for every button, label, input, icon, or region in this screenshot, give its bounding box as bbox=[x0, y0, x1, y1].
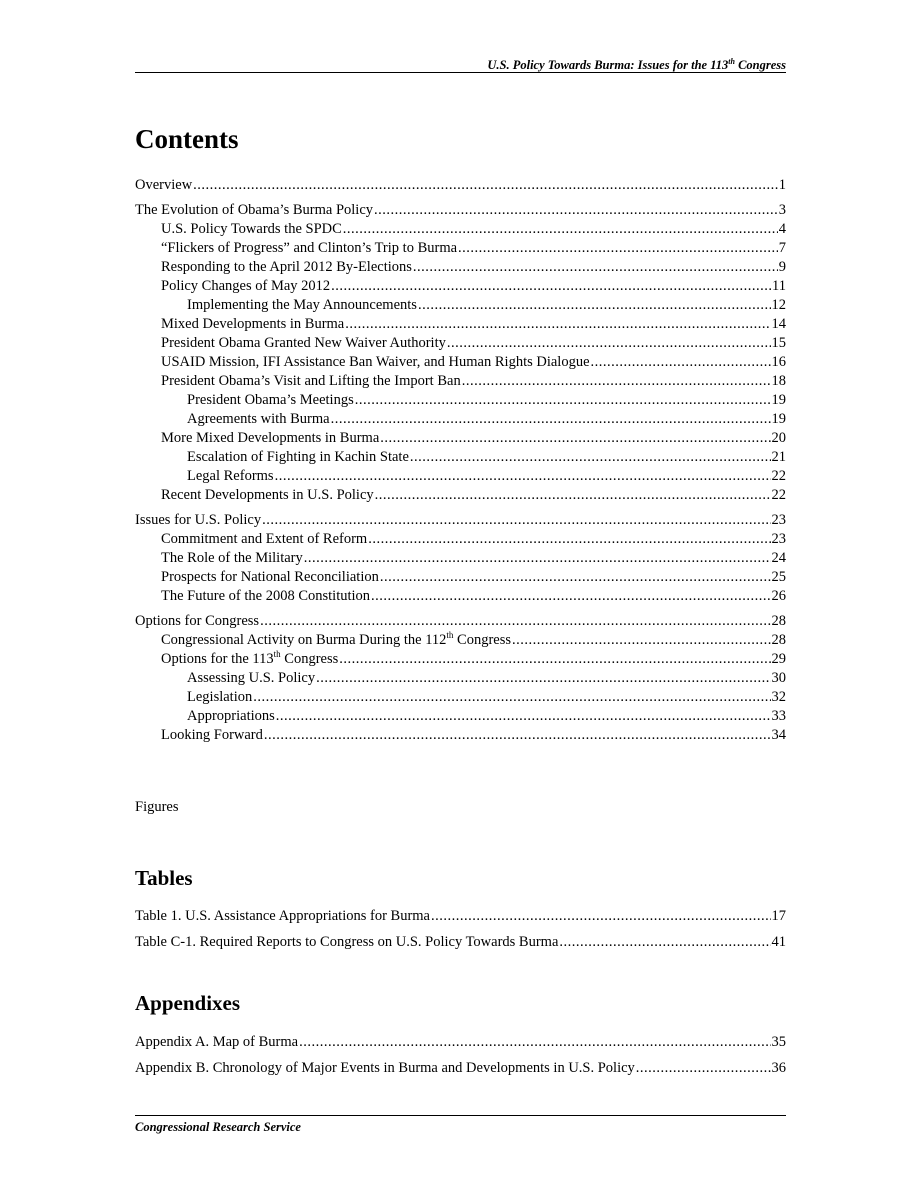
dot-leader bbox=[355, 391, 771, 410]
toc-entry-title: The Role of the Military bbox=[161, 550, 303, 566]
toc-entry-title: The Future of the 2008 Constitution bbox=[161, 588, 371, 604]
dot-leader bbox=[345, 315, 770, 334]
toc-entry[interactable] bbox=[135, 258, 786, 277]
figures-label: Figures bbox=[135, 799, 179, 815]
dot-leader bbox=[316, 669, 770, 688]
toc-entry-page: 23 bbox=[771, 531, 786, 547]
dot-leader bbox=[276, 707, 771, 726]
dot-leader bbox=[253, 688, 770, 707]
toc-entry-title: More Mixed Developments in Burma bbox=[161, 430, 380, 446]
toc-entry[interactable] bbox=[135, 688, 786, 707]
toc-entry-page: 23 bbox=[771, 512, 786, 528]
toc-entry-page: 28 bbox=[771, 613, 786, 629]
dot-leader bbox=[462, 372, 771, 391]
toc-entry-page: 3 bbox=[778, 202, 786, 218]
toc-entry-title: Legislation bbox=[187, 689, 253, 705]
toc-entry-title: U.S. Policy Towards the SPDC bbox=[161, 221, 342, 237]
toc-entry-page: 21 bbox=[771, 449, 786, 465]
toc-entry-page: 22 bbox=[771, 487, 786, 503]
toc-entry[interactable] bbox=[135, 201, 786, 220]
toc-entry-title: Appendix B. Chronology of Major Events in Burma and Developments in U.S. Policy bbox=[135, 1060, 635, 1076]
toc-entry[interactable] bbox=[135, 631, 786, 650]
toc-entry[interactable] bbox=[135, 315, 786, 334]
dot-leader bbox=[264, 726, 771, 745]
header-divider bbox=[135, 72, 786, 73]
dot-leader bbox=[418, 296, 771, 315]
toc-entry-title: USAID Mission, IFI Assistance Ban Waiver, and Human Rights Dialogue bbox=[161, 354, 590, 370]
toc-entry-title: The Evolution of Obama’s Burma Policy bbox=[135, 202, 374, 218]
toc-entry-title: President Obama’s Visit and Lifting the Import Ban bbox=[161, 373, 461, 389]
toc-entry-title: Congressional Activity on Burma During the 112th Congress bbox=[161, 630, 512, 648]
toc-entry[interactable] bbox=[135, 707, 786, 726]
toc-entry-title: Overview bbox=[135, 177, 193, 193]
footer-divider bbox=[135, 1115, 786, 1116]
toc-entry-title: Implementing the May Announcements bbox=[187, 297, 417, 313]
toc-entry[interactable] bbox=[135, 467, 786, 486]
toc-entry[interactable] bbox=[135, 549, 786, 568]
toc-entry-title: Agreements with Burma bbox=[187, 411, 330, 427]
toc-entry-title: Escalation of Fighting in Kachin State bbox=[187, 449, 409, 465]
dot-leader bbox=[591, 353, 771, 372]
toc-entry[interactable] bbox=[135, 1029, 786, 1055]
toc-entry-title: Policy Changes of May 2012 bbox=[161, 278, 331, 294]
toc-entry[interactable] bbox=[135, 650, 786, 669]
dot-leader bbox=[380, 429, 770, 448]
toc-entry-page: 30 bbox=[771, 670, 786, 686]
running-header-main: U.S. Policy Towards Burma: Issues for the 113 bbox=[487, 58, 729, 73]
running-header-end: Congress bbox=[734, 58, 786, 73]
toc-entry-title: Prospects for National Reconciliation bbox=[161, 569, 379, 585]
dot-leader bbox=[260, 612, 770, 631]
appendixes-list bbox=[135, 1029, 786, 1081]
toc-entry-page: 19 bbox=[771, 411, 786, 427]
dot-leader bbox=[559, 929, 770, 955]
toc-entry-page: 17 bbox=[771, 908, 786, 924]
toc-entry-page: 12 bbox=[771, 297, 786, 313]
toc-entry[interactable] bbox=[135, 391, 786, 410]
toc-entry[interactable] bbox=[135, 530, 786, 549]
toc-entry[interactable] bbox=[135, 448, 786, 467]
toc-entry-page: 35 bbox=[771, 1034, 786, 1050]
toc-entry-page: 15 bbox=[771, 335, 786, 351]
toc-entry-title: Issues for U.S. Policy bbox=[135, 512, 262, 528]
running-footer: Congressional Research Service bbox=[135, 1120, 301, 1134]
toc-entry[interactable] bbox=[135, 726, 786, 745]
toc-entry-page: 33 bbox=[771, 708, 786, 724]
toc-entry-title: Mixed Developments in Burma bbox=[161, 316, 345, 332]
toc-entry-page: 7 bbox=[778, 240, 786, 256]
toc-entry-title: Options for the 113th Congress bbox=[161, 649, 339, 667]
toc-entry-title: President Obama’s Meetings bbox=[187, 392, 354, 408]
tables-list bbox=[135, 903, 786, 955]
toc-entry[interactable] bbox=[135, 903, 786, 929]
toc-entry-page: 25 bbox=[771, 569, 786, 585]
toc-entry-page: 41 bbox=[771, 934, 786, 950]
toc-entry-title: Legal Reforms bbox=[187, 468, 274, 484]
dot-leader bbox=[380, 568, 771, 587]
toc-entry-title: Responding to the April 2012 By-Elections bbox=[161, 259, 412, 275]
dot-leader bbox=[339, 650, 770, 669]
toc-entry[interactable] bbox=[135, 277, 786, 296]
toc-entry-page: 24 bbox=[771, 550, 786, 566]
toc-entry[interactable] bbox=[135, 929, 786, 955]
dot-leader bbox=[447, 334, 771, 353]
dot-leader bbox=[331, 277, 771, 296]
toc-entry[interactable] bbox=[135, 353, 786, 372]
toc-entry[interactable] bbox=[135, 176, 786, 195]
toc-entry-page: 29 bbox=[771, 651, 786, 667]
dot-leader bbox=[374, 201, 778, 220]
dot-leader bbox=[368, 530, 770, 549]
toc-entry-page: 22 bbox=[771, 468, 786, 484]
toc-entry-page: 9 bbox=[778, 259, 786, 275]
toc-entry-title: “Flickers of Progress” and Clinton’s Trip to Burma bbox=[161, 240, 458, 256]
toc-entry-title: Appendix A. Map of Burma bbox=[135, 1034, 299, 1050]
toc-entry-page: 16 bbox=[771, 354, 786, 370]
toc-entry-page: 36 bbox=[771, 1060, 786, 1076]
dot-leader bbox=[410, 448, 771, 467]
toc-entry[interactable] bbox=[135, 612, 786, 631]
toc-entry-title: Options for Congress bbox=[135, 613, 260, 629]
toc-entry-page: 14 bbox=[771, 316, 786, 332]
toc-entry[interactable] bbox=[135, 568, 786, 587]
tables-heading: Tables bbox=[135, 866, 193, 890]
toc-entry-page: 18 bbox=[771, 373, 786, 389]
appendixes-heading: Appendixes bbox=[135, 991, 241, 1015]
running-header-sup: th bbox=[728, 57, 735, 66]
dot-leader bbox=[371, 587, 770, 606]
dot-leader bbox=[299, 1029, 770, 1055]
toc-entry[interactable] bbox=[135, 1055, 786, 1081]
toc-entry-title: President Obama Granted New Waiver Authority bbox=[161, 335, 446, 351]
toc-entry-title: Looking Forward bbox=[161, 727, 263, 743]
toc-entry-title: Assessing U.S. Policy bbox=[187, 670, 316, 686]
toc-entry-page: 28 bbox=[771, 632, 786, 648]
dot-leader bbox=[512, 631, 770, 650]
dot-leader bbox=[275, 467, 771, 486]
toc-entry[interactable] bbox=[135, 372, 786, 391]
dot-leader bbox=[331, 410, 771, 429]
toc-entry-title: Recent Developments in U.S. Policy bbox=[161, 487, 374, 503]
toc-entry[interactable] bbox=[135, 587, 786, 606]
toc-entry-page: 19 bbox=[771, 392, 786, 408]
dot-leader bbox=[262, 511, 770, 530]
dot-leader bbox=[458, 239, 778, 258]
toc-entry-title: Table C-1. Required Reports to Congress on U.S. Policy Towards Burma bbox=[135, 934, 559, 950]
toc-entry-title: Table 1. U.S. Assistance Appropriations for Burma bbox=[135, 908, 430, 924]
toc-entry[interactable] bbox=[135, 334, 786, 353]
running-header bbox=[135, 57, 786, 73]
toc-entry-page: 4 bbox=[778, 221, 786, 237]
toc-entry-page: 32 bbox=[771, 689, 786, 705]
toc-entry[interactable] bbox=[135, 410, 786, 429]
contents-list bbox=[135, 176, 786, 745]
dot-leader bbox=[636, 1055, 771, 1081]
toc-entry[interactable] bbox=[135, 486, 786, 505]
toc-entry-page: 1 bbox=[778, 177, 786, 193]
contents-heading: Contents bbox=[135, 124, 239, 154]
toc-entry-page: 11 bbox=[772, 278, 786, 294]
toc-entry[interactable] bbox=[135, 669, 786, 688]
toc-entry[interactable] bbox=[135, 511, 786, 530]
toc-entry-page: 20 bbox=[771, 430, 786, 446]
toc-entry[interactable] bbox=[135, 429, 786, 448]
toc-entry[interactable] bbox=[135, 239, 786, 258]
dot-leader bbox=[304, 549, 771, 568]
toc-entry[interactable] bbox=[135, 296, 786, 315]
toc-entry-page: 26 bbox=[771, 588, 786, 604]
toc-entry-title: Commitment and Extent of Reform bbox=[161, 531, 368, 547]
dot-leader bbox=[343, 220, 778, 239]
toc-entry-page: 34 bbox=[771, 727, 786, 743]
dot-leader bbox=[375, 486, 771, 505]
toc-entry-title: Appropriations bbox=[187, 708, 275, 724]
dot-leader bbox=[193, 176, 778, 195]
toc-entry[interactable] bbox=[135, 220, 786, 239]
dot-leader bbox=[431, 903, 771, 929]
dot-leader bbox=[413, 258, 778, 277]
